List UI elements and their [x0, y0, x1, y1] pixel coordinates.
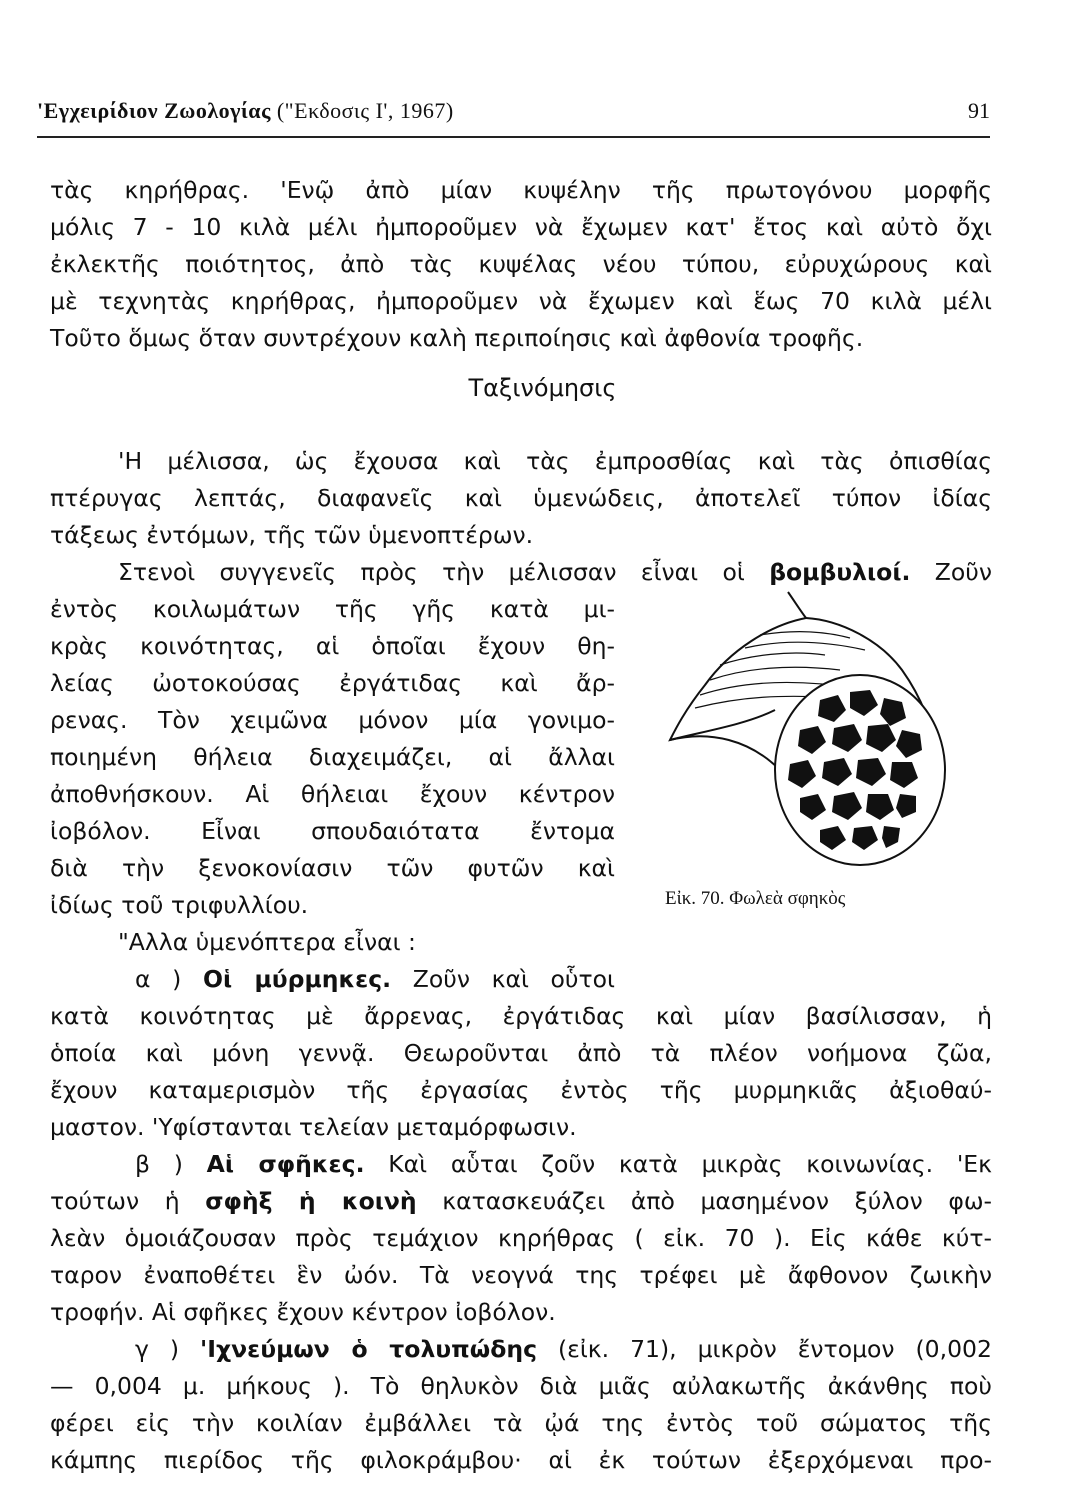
ants-term: Οἱ μύρμηκες.: [202, 965, 392, 993]
ichneumon-term: 'Ιχνεύμων ὁ τολυπώδης: [200, 1335, 537, 1363]
classification-line: τάξεως ἐντόμων, τῆς τῶν ὑμενοπτέρων.: [50, 521, 534, 549]
intro-line: Τοῦτο ὅμως ὅταν συντρέχουν καλὴ περιποίησις καὶ ἀφθονία τροφῆς.: [50, 324, 864, 352]
intro-line: μὲ τεχνητὰς κηρήθρας, ἠμποροῦμεν νὰ ἔχωμεν καὶ ἕως 70 κιλὰ μέλι: [50, 287, 992, 315]
ichneumon-line: — 0,004 μ. μήκους ). Τὸ θηλυκὸν διὰ μιᾶς αὐλακωτῆς ἀκάνθης ποὺ: [50, 1372, 992, 1400]
wasp-nest-illustration: [650, 580, 980, 880]
wasps-line: ταρον ἐναποθέτει ἓν ὠόν. Τὰ νεογνά της τρέφει μὲ ἄφθονον ζωικὴν: [50, 1261, 992, 1289]
ichneumon-line: κάμπης πιερίδος τῆς φιλοκράμβου· αἱ ἐκ τούτων ἐξερχόμεναι προ-: [50, 1446, 992, 1474]
section-heading: Ταξινόμησις: [468, 374, 617, 402]
classification-line: πτέρυγας λεπτάς, διαφανεῖς καὶ ὑμενώδεις, ἀποτελεῖ τύπον ἰδίας: [50, 484, 992, 512]
wasps-line: β ) Αἱ σφῆκες. Καὶ αὗται ζοῦν κατὰ μικρὰς κοινωνίας. 'Εκ: [135, 1150, 992, 1178]
wasps-line: τούτων ἡ σφὴξ ἡ κοινὴ κατασκευάζει ἀπὸ μασημένον ξύλον φω-: [50, 1187, 992, 1215]
bumblebee-line: ἰοβόλον. Εἶναι σπουδαιότατα ἔντομα: [50, 817, 615, 845]
running-header: [37, 96, 990, 138]
nest-stem: [788, 592, 806, 618]
ants-line: κατὰ κοινότητας μὲ ἄρρενας, ἐργάτιδας καὶ μίαν βασίλισσαν, ἡ: [50, 1002, 992, 1030]
ichneumon-line: φέρει εἰς τὴν κοιλίαν ἐμβάλλει τὰ ᾠά της ἐντὸς τοῦ σώματος τῆς: [50, 1409, 992, 1437]
wasps-line: τροφήν. Αἱ σφῆκες ἔχουν κέντρον ἰοβόλον.: [50, 1298, 556, 1326]
wasps-line: λεὰν ὁμοιάζουσαν πρὸς τεμάχιον κηρήθρας ( εἰκ. 70 ). Εἰς κάθε κύτ-: [50, 1224, 992, 1252]
classification-line: 'Η μέλισσα, ὡς ἔχουσα καὶ τὰς ἐμπροσθίας καὶ τὰς ὀπισθίας: [118, 447, 992, 475]
ants-line: ἔχουν καταμερισμὸν τῆς ἐργασίας ἐντὸς τῆς μυρμηκιᾶς ἀξιοθαύ-: [50, 1076, 992, 1104]
bumblebee-line: ἰδίως τοῦ τριφυλλίου.: [50, 891, 309, 919]
wasps-term: Αἱ σφῆκες.: [206, 1150, 365, 1178]
bumblebee-line: κρὰς κοινότητας, αἱ ὁποῖαι ἔχουν θη-: [50, 632, 615, 660]
intro-line: τὰς κηρήθρας. 'Ενῷ ἀπὸ μίαν κυψέλην τῆς πρωτογόνου μορφῆς: [50, 176, 992, 204]
wasp-nest-figure: [650, 580, 980, 880]
bumblebee-term: βομβυλιοί.: [769, 558, 911, 586]
page-number: 91: [968, 98, 990, 123]
wasp-species-term: σφὴξ ἡ κοινὴ: [205, 1187, 417, 1215]
bumblebee-line: διὰ τὴν ξενοκονίασιν τῶν φυτῶν καὶ: [50, 854, 615, 882]
bumblebee-line: ἐντὸς κοιλωμάτων τῆς γῆς κατὰ μι-: [50, 595, 615, 623]
book-title: 'Εγχειρίδιον Ζωολογίας ("Εκδοσις Ι', 1967): [37, 98, 454, 123]
bumblebee-line: ρενας. Τὸν χειμῶνα μόνον μία γονιμο-: [50, 706, 615, 734]
bumblebee-line: λείας ὠοτοκούσας ἐργάτιδας καὶ ἄρ-: [50, 669, 615, 697]
bumblebee-line: ποιημένη θήλεια διαχειμάζει, αἱ ἄλλαι: [50, 743, 615, 771]
bumblebee-line: ἀποθνήσκουν. Αἱ θήλειαι ἔχουν κέντρον: [50, 780, 615, 808]
ants-line: α ) Οἱ μύρμηκες. Ζοῦν καὶ οὗτοι: [135, 965, 615, 993]
other-hymenoptera-intro: "Αλλα ὑμενόπτερα εἶναι :: [118, 928, 416, 956]
intro-line: μόλις 7 - 10 κιλὰ μέλι ἠμποροῦμεν νὰ ἔχωμεν κατ' ἔτος καὶ αὐτὸ ὄχι: [50, 213, 992, 241]
intro-line: ἐκλεκτῆς ποιότητος, ἀπὸ τὰς κυψέλας νέου τύπου, εὐρυχώρους καὶ: [50, 250, 992, 278]
bumblebee-line: Στενοὶ συγγενεῖς πρὸς τὴν μέλισσαν εἶναι οἱ βομβυλιοί. Ζοῦν: [118, 558, 992, 586]
ichneumon-line: γ ) 'Ιχνεύμων ὁ τολυπώδης (εἰκ. 71), μικρὸν ἔντομον (0,002: [135, 1335, 992, 1363]
figure-caption: Εἰκ. 70. Φωλεὰ σφηκὸς: [665, 888, 846, 909]
ants-line: μαστον. 'Υφίστανται τελείαν μεταμόρφωσιν.: [50, 1113, 577, 1141]
ants-line: ὁποία καὶ μόνη γεννᾷ. Θεωροῦνται ἀπὸ τὰ πλέον νοήμονα ζῶα,: [50, 1039, 992, 1067]
